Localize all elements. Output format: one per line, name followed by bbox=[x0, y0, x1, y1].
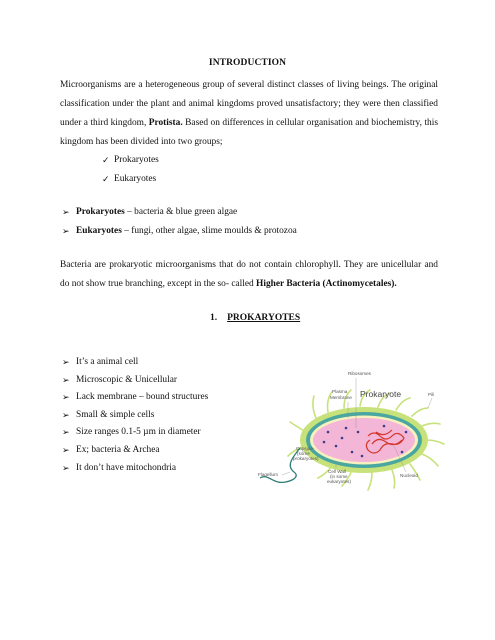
list-item bbox=[102, 170, 159, 189]
list-item bbox=[60, 222, 297, 241]
term-description: – bacteria & blue green algae bbox=[124, 207, 238, 217]
intro-bold-term: Protista. bbox=[148, 118, 183, 128]
list-item-text: It don’t have mitochondria bbox=[76, 462, 177, 473]
bacteria-bold-term: Higher Bacteria (Actinomycetales). bbox=[256, 279, 397, 289]
list-item-text: Lack membrane – bound structures bbox=[76, 392, 209, 403]
list-item-text bbox=[76, 203, 237, 222]
arrow-bullet-icon: ➢ bbox=[62, 444, 70, 455]
list-item bbox=[102, 151, 159, 170]
arrow-bullet-icon: ➢ bbox=[62, 357, 70, 367]
cytoplasm bbox=[313, 418, 415, 462]
group-checklist bbox=[102, 151, 159, 189]
label-cell-wall-2: (in some bbox=[330, 474, 348, 479]
arrow-bullet-icon: ➢ bbox=[62, 462, 70, 473]
group-examples-list bbox=[60, 203, 297, 240]
list-item-text: Microscopic & Unicellular bbox=[76, 374, 178, 385]
label-capsule-3: prokaryotes) bbox=[293, 456, 319, 461]
list-item-text: Ex; bacteria & Archea bbox=[76, 444, 160, 455]
label-cell-wall: Cell Wall bbox=[328, 469, 346, 474]
section-heading bbox=[210, 313, 300, 323]
diagram-title: Prokaryote bbox=[360, 389, 402, 399]
features-list bbox=[60, 354, 208, 477]
intro-text: Microorganisms are a heterogeneous group of several distinct classes of living beings. The original classification under the plant and animal kingdoms proved unsatisfactory; they were then classified under a third kingdom, bbox=[60, 80, 438, 128]
list-item bbox=[60, 460, 208, 478]
list-item bbox=[60, 389, 208, 407]
list-item bbox=[60, 424, 208, 442]
label-nucleoid: Nucleoid bbox=[400, 473, 418, 478]
arrow-bullet-icon: ➢ bbox=[62, 225, 70, 236]
page-title: INTRODUCTION bbox=[208, 58, 287, 68]
list-item bbox=[60, 407, 208, 425]
bacteria-text: Bacteria are prokaryotic microorganisms that do not contain chlorophyll. They are unicellular and do not show true branching, except in the so- called bbox=[60, 260, 438, 289]
list-item bbox=[60, 354, 208, 372]
list-item-text: It’s a animal cell bbox=[76, 357, 139, 367]
flagellum-icon bbox=[260, 448, 300, 482]
label-pili: Pili bbox=[428, 392, 435, 397]
arrow-bullet-icon: ➢ bbox=[62, 207, 70, 217]
arrow-bullet-icon: ➢ bbox=[62, 392, 70, 403]
term: Prokaryotes bbox=[76, 207, 125, 217]
label-plasma-membrane: Plasma bbox=[332, 389, 348, 394]
list-item bbox=[60, 372, 208, 390]
term-description: – fungi, other algae, slime moulds & protozoa bbox=[121, 225, 297, 236]
intro-text-end: Based on differences in cellular organisation and biochemistry, this kingdom has been divided into two groups; bbox=[60, 118, 438, 147]
intro-paragraph bbox=[60, 76, 438, 152]
check-icon: ✓ bbox=[102, 155, 110, 165]
label-flagellum: Flagellum bbox=[258, 472, 278, 477]
group-name: Eukaryotes bbox=[114, 174, 157, 184]
label-capsule: Capsule bbox=[296, 446, 313, 451]
list-item-text: Small & simple cells bbox=[76, 409, 155, 420]
section-title: PROKARYOTES bbox=[227, 313, 301, 323]
label-capsule-2: (some bbox=[297, 451, 310, 456]
group-name: Prokaryotes bbox=[114, 155, 159, 165]
label-cell-wall-3: eukaryotes) bbox=[327, 479, 352, 484]
arrow-bullet-icon: ➢ bbox=[62, 427, 70, 438]
arrow-bullet-icon: ➢ bbox=[62, 409, 70, 420]
list-item bbox=[60, 203, 297, 222]
term: Eukaryotes bbox=[76, 225, 122, 236]
arrow-bullet-icon: ➢ bbox=[62, 374, 70, 385]
list-item-text bbox=[76, 222, 297, 241]
check-icon: ✓ bbox=[102, 174, 110, 184]
prokaryote-cell-diagram bbox=[256, 366, 456, 496]
label-ribosomes: Ribosomes bbox=[348, 371, 371, 376]
label-plasma-membrane-2: Membrane bbox=[330, 395, 352, 400]
bacteria-paragraph bbox=[60, 256, 438, 294]
section-number: 1. bbox=[210, 313, 218, 323]
list-item bbox=[60, 442, 208, 460]
list-item-text: Size ranges 0.1-5 µm in diameter bbox=[76, 427, 201, 438]
